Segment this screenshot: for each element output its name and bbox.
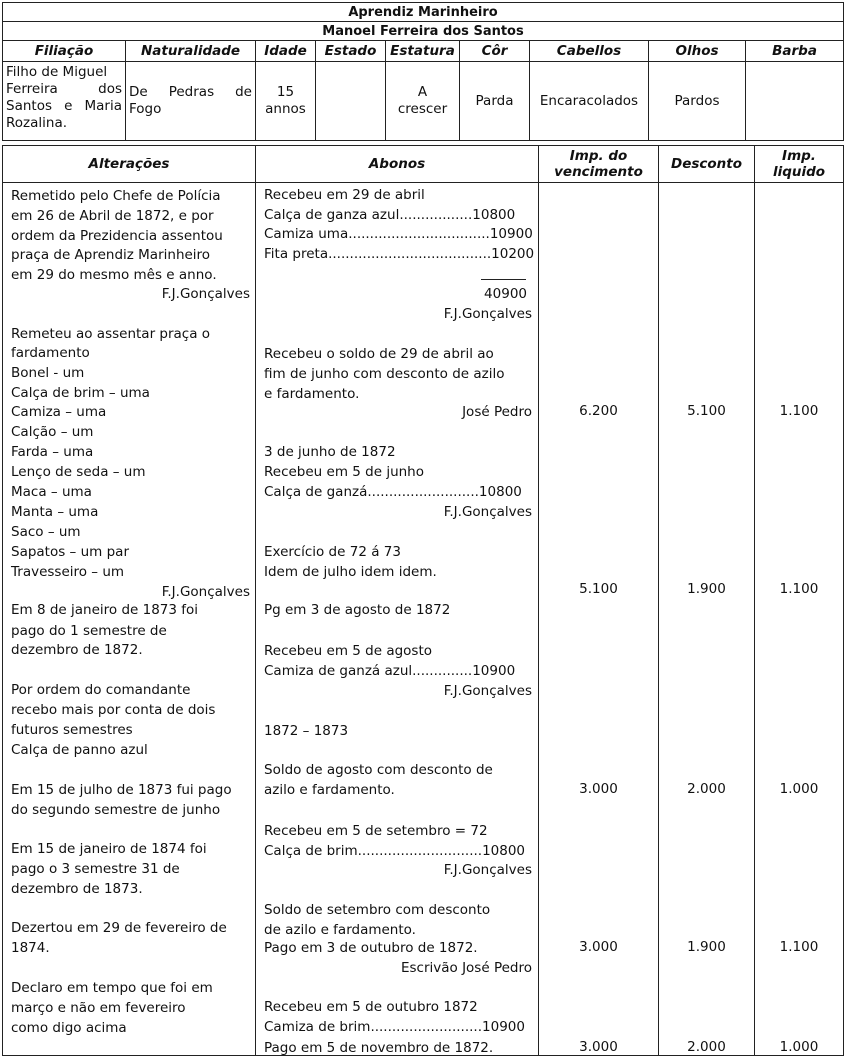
- abonos-line-8: e fardamento.: [264, 386, 360, 402]
- abonos-line-32: Pago em 5 de novembro de 1872.: [264, 1040, 494, 1056]
- alteracoes-line-23: Por ordem do comandante: [11, 682, 191, 698]
- alteracoes-line-34: Declaro em tempo que foi em: [11, 980, 213, 996]
- alteracoes-line-0: Remetido pelo Chefe de Polícia: [11, 188, 221, 204]
- imp-liquido-value-2: 1.000: [779, 781, 819, 797]
- imp-vencimento-value-2: 3.000: [579, 781, 618, 797]
- abonos-line-5: F.J.Gonçalves: [443, 306, 532, 322]
- col-idade: Idade: [256, 41, 316, 62]
- alteracoes-line-29: Em 15 de janeiro de 1874 foi: [11, 841, 207, 857]
- imp-liquido-value-3: 1.100: [779, 939, 819, 955]
- col-imp-liquido: Imp. liquido: [755, 146, 844, 183]
- alteracoes-line-19: F.J.Gonçalves: [161, 584, 250, 600]
- abonos-line-26: Soldo de setembro com desconto: [264, 902, 491, 918]
- abonos-line-20: 1872 – 1873: [264, 723, 349, 739]
- col-imp-vencimento: Imp. do vencimento: [539, 146, 659, 183]
- abonos-line-10: 3 de junho de 1872: [264, 444, 396, 460]
- abonos-line-27: de azilo e fardamento.: [264, 922, 416, 938]
- cor-value: Parda: [460, 62, 530, 141]
- abonos-line-13: F.J.Gonçalves: [443, 504, 532, 520]
- imp-vencimento-value-1: 5.100: [579, 581, 618, 597]
- abonos-line-23: Recebeu em 5 de setembro = 72: [264, 823, 488, 839]
- desconto-value-2: 2.000: [687, 781, 726, 797]
- alteracoes-line-18: Travesseiro – um: [11, 564, 125, 580]
- alteracoes-line-32: Dezertou em 29 de fevereiro de: [11, 920, 227, 936]
- abonos-line-7: fim de junho com desconto de azilo: [264, 366, 505, 382]
- alteracoes-line-21: pago do 1 semestre de: [11, 623, 167, 639]
- alteracoes-line-6: Remeteu ao assentar praça o: [11, 326, 211, 342]
- col-cor: Côr: [460, 41, 530, 62]
- abonos-line-1: Calça de ganza azul.................10800: [264, 207, 516, 223]
- alteracoes-line-24: recebo mais por conta de dois: [11, 702, 216, 718]
- desconto-value-1: 1.900: [687, 581, 726, 597]
- col-alteracoes: Alterações: [3, 146, 256, 183]
- col-abonos: Abonos: [256, 146, 539, 183]
- abonos-line-24: Calça de brim.............................10800: [264, 843, 526, 859]
- desconto-value-3: 1.900: [687, 939, 726, 955]
- imp-vencimento-value-0: 6.200: [579, 403, 618, 419]
- alteracoes-line-3: praça de Aprendiz Marinheiro: [11, 247, 211, 263]
- abonos-line-14: Exercício de 72 á 73: [264, 544, 401, 560]
- imp-liquido-value-0: 1.100: [779, 403, 819, 419]
- abonos-line-4: 40900: [484, 286, 527, 302]
- alteracoes-line-14: Maca – uma: [11, 484, 92, 500]
- abonos-line-18: Camiza de ganzá azul..............10900: [264, 663, 516, 679]
- cabellos-value: Encaracolados: [530, 62, 649, 141]
- desconto-value-0: 5.100: [687, 403, 726, 419]
- imp-vencimento-column: [539, 183, 659, 1056]
- alteracoes-line-5: F.J.Gonçalves: [161, 286, 250, 302]
- abonos-line-6: Recebeu o soldo de 29 de abril ao: [264, 346, 494, 362]
- abonos-line-3: Fita preta......................................10200: [264, 246, 535, 262]
- abonos-line-19: F.J.Gonçalves: [443, 683, 532, 699]
- alteracoes-line-28: do segundo semestre de junho: [11, 802, 221, 818]
- abonos-line-17: Recebeu em 5 de agosto: [264, 643, 433, 659]
- alteracoes-line-22: dezembro de 1872.: [11, 642, 143, 658]
- filiacao-value: Filho de Miguel Ferreira dos Santos e Maria Rozalina.: [3, 62, 126, 141]
- imp-liquido-column: [755, 183, 844, 1056]
- col-naturalidade: Naturalidade: [126, 41, 256, 62]
- alteracoes-line-17: Sapatos – um par: [11, 544, 129, 560]
- imp-vencimento-value-3: 3.000: [579, 939, 618, 955]
- alteracoes-line-30: pago o 3 semestre 31 de: [11, 861, 180, 877]
- alteracoes-line-1: em 26 de Abril de 1872, e por: [11, 208, 214, 224]
- alteracoes-line-31: dezembro de 1873.: [11, 881, 143, 897]
- alteracoes-line-10: Camiza – uma: [11, 404, 107, 420]
- desconto-value-4: 2.000: [687, 1039, 726, 1055]
- alteracoes-line-36: como digo acima: [11, 1020, 127, 1036]
- abonos-line-21: Soldo de agosto com desconto de: [264, 762, 493, 778]
- alteracoes-line-8: Bonel - um: [11, 365, 85, 381]
- abonos-line-28: Pago em 3 de outubro de 1872.: [264, 940, 478, 956]
- estatura-value: A crescer: [386, 62, 460, 141]
- imp-liquido-value-1: 1.100: [779, 581, 819, 597]
- barba-value: [746, 62, 844, 141]
- alteracoes-line-35: março e não em fevereiro: [11, 1000, 186, 1016]
- alteracoes-line-13: Lenço de seda – um: [11, 464, 146, 480]
- olhos-value: Pardos: [649, 62, 746, 141]
- alteracoes-line-33: 1874.: [11, 940, 50, 956]
- idade-value: 15 annos: [256, 62, 316, 141]
- estado-value: [316, 62, 386, 141]
- alteracoes-line-26: Calça de panno azul: [11, 742, 148, 758]
- abonos-line-31: Camiza de brim..........................10900: [264, 1019, 525, 1035]
- abonos-line-2: Camiza uma.................................10900: [264, 226, 533, 242]
- header-table: [2, 2, 844, 141]
- col-cabellos: Cabellos: [530, 41, 649, 62]
- alteracoes-line-7: fardamento: [11, 345, 90, 361]
- col-desconto: Desconto: [659, 146, 755, 183]
- abonos-line-11: Recebeu em 5 de junho: [264, 464, 425, 480]
- person-name: Manoel Ferreira dos Santos: [3, 22, 844, 41]
- alteracoes-line-25: futuros semestres: [11, 722, 133, 738]
- alteracoes-line-27: Em 15 de julho de 1873 fui pago: [11, 782, 232, 798]
- alteracoes-line-2: ordem da Prezidencia assentou: [11, 228, 223, 244]
- abonos-column: [256, 183, 539, 1056]
- record-title: Aprendiz Marinheiro: [3, 3, 844, 22]
- alteracoes-line-4: em 29 do mesmo mês e anno.: [11, 267, 217, 283]
- abonos-line-16: Pg em 3 de agosto de 1872: [264, 602, 451, 618]
- abonos-line-30: Recebeu em 5 de outubro 1872: [264, 999, 478, 1015]
- naturalidade-value: De Pedras de Fogo: [126, 62, 256, 141]
- imp-liquido-value-4: 1.000: [779, 1039, 819, 1055]
- alteracoes-line-9: Calça de brim – uma: [11, 385, 150, 401]
- abonos-line-9: José Pedro: [462, 404, 532, 420]
- alteracoes-line-16: Saco – um: [11, 524, 81, 540]
- alteracoes-line-11: Calção – um: [11, 424, 94, 440]
- col-estado: Estado: [316, 41, 386, 62]
- desconto-column: [659, 183, 755, 1056]
- abonos-line-25: F.J.Gonçalves: [443, 862, 532, 878]
- abonos-line-0: Recebeu em 29 de abril: [264, 187, 425, 203]
- sum-rule: [481, 279, 526, 280]
- abonos-line-22: azilo e fardamento.: [264, 782, 395, 798]
- abonos-line-12: Calça de ganzá..........................10800: [264, 484, 522, 500]
- imp-vencimento-value-4: 3.000: [579, 1039, 618, 1055]
- alteracoes-column: [3, 183, 256, 1056]
- alteracoes-line-20: Em 8 de janeiro de 1873 foi: [11, 602, 199, 618]
- col-estatura: Estatura: [386, 41, 460, 62]
- alteracoes-line-12: Farda – uma: [11, 444, 94, 460]
- col-filiacao: Filiação: [3, 41, 126, 62]
- abonos-line-29: Escrivão José Pedro: [400, 960, 532, 976]
- col-olhos: Olhos: [649, 41, 746, 62]
- col-barba: Barba: [746, 41, 844, 62]
- ledger-table: [2, 145, 844, 1056]
- alteracoes-line-15: Manta – uma: [11, 504, 99, 520]
- abonos-line-15: Idem de julho idem idem.: [264, 564, 437, 580]
